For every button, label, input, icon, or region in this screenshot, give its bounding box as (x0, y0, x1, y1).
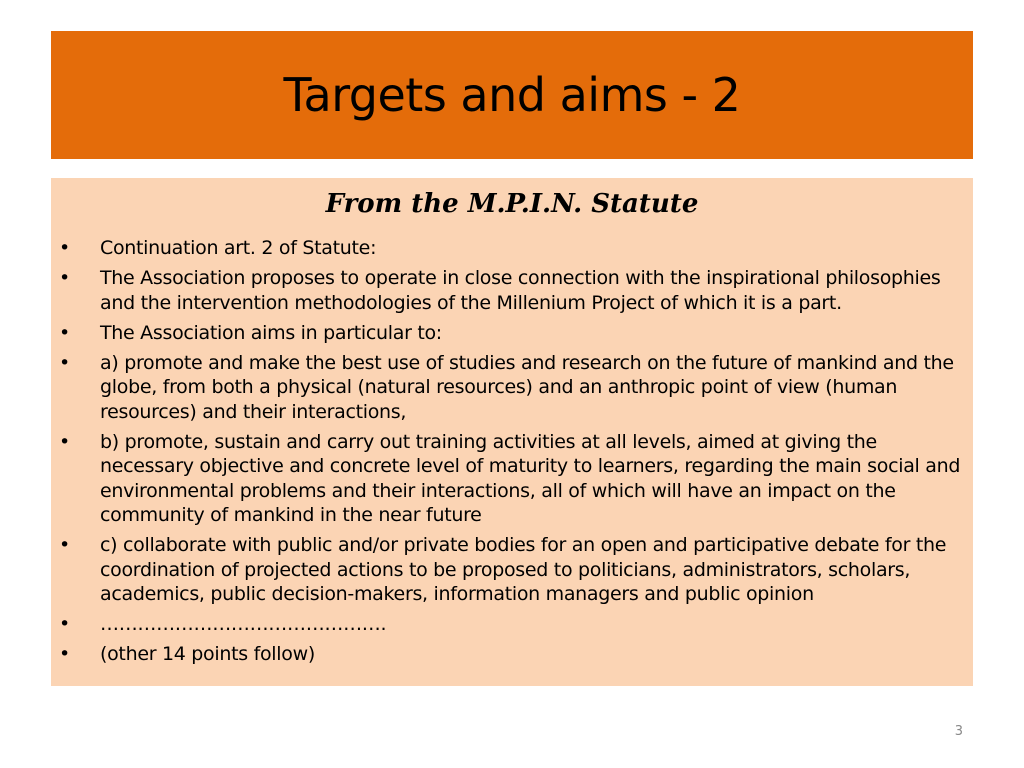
bullet-text: (other 14 points follow) (100, 643, 315, 665)
list-item (55, 351, 965, 425)
bullet-icon: • (59, 321, 70, 344)
page-number: 3 (954, 724, 963, 739)
bullet-text: The Association aims in particular to: (100, 321, 442, 344)
list-item (55, 430, 965, 528)
bullet-icon: • (59, 430, 70, 453)
bullet-icon: • (59, 237, 70, 259)
bullet-text: The Association proposes to operate in close connection with the inspirational philosophies and the intervention methodologies of the Millenium Project of which it is a part. (100, 267, 941, 314)
list-item (55, 612, 965, 637)
bullet-text: a) promote and make the best use of studies and research on the future of mankind and the globe, from both a physical (natural resources) and an anthropic point of view (human resources) and their interactions, (100, 351, 954, 423)
bullet-text: c) collaborate with public and/or private bodies for an open and participative debate for the coordination of projected actions to be proposed to politicians, administrators, scholars, academics, public decision-makers, information managers and public opinion (100, 534, 947, 605)
list-item (55, 533, 965, 607)
slide-title: Targets and aims - 2 (283, 68, 741, 122)
bullet-text: Continuation art. 2 of Statute: (100, 237, 377, 259)
bullet-icon: • (59, 534, 70, 556)
bullet-list (55, 236, 965, 672)
bullet-icon: • (59, 643, 70, 665)
list-item (55, 266, 965, 315)
list-item (55, 642, 965, 667)
bullet-text: ………………………………………. (100, 613, 387, 635)
bullet-text: b) promote, sustain and carry out training activities at all levels, aimed at giving the necessary objective and concrete level of maturity to learners, regarding the main social and environmental problems and their interactions, all of which will have an impact on the community of mankind in the near future (100, 430, 961, 526)
list-item (55, 236, 965, 261)
bullet-icon: • (59, 267, 70, 289)
bullet-icon: • (59, 613, 70, 635)
title-bar (51, 31, 973, 159)
list-item (55, 321, 965, 346)
bullet-icon: • (59, 351, 70, 374)
slide-subtitle: From the M.P.I.N. Statute (325, 189, 699, 219)
